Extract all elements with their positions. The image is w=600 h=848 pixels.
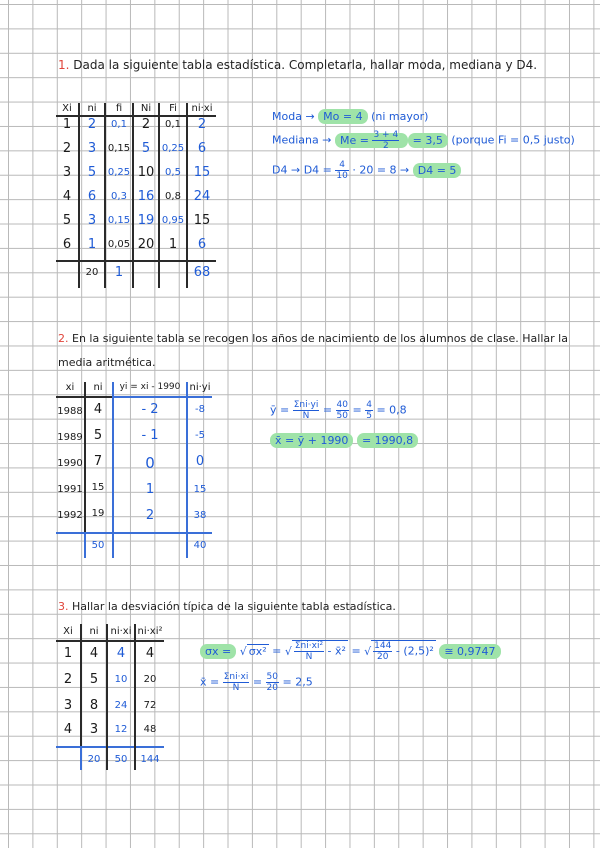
t1-r5-c5: 6 <box>197 237 207 252</box>
xbar-line <box>270 434 418 447</box>
ybar-lhs: ȳ = <box>270 403 290 417</box>
t3-r3-c1: 3 <box>89 722 99 737</box>
problem-1-statement: Dada la siguiente tabla estadística. Completarla, hallar moda, mediana y D4. <box>73 58 538 72</box>
sigma-sqrt-3: √ $\frac{144}{20}$ - (2,5)² <box>364 641 434 662</box>
t2-r0-c1: 4 <box>93 402 103 417</box>
d4-rest: · 20 = 8 → <box>352 163 410 177</box>
moda-note: (ni mayor) <box>371 110 429 123</box>
t1-r1-c0: 2 <box>62 141 72 156</box>
mediana-fraction: $\frac{3 + 4}{2}$ <box>373 130 399 151</box>
t2-r0-c0: 1988 <box>57 406 83 417</box>
ybar-fraction-2: $\frac{40}{50}$ <box>336 400 348 421</box>
t2-header-niyi: ni·yi <box>189 382 211 393</box>
t1-header-nixi: ni·xi <box>191 103 213 114</box>
t1-r3-c0: 4 <box>62 189 72 204</box>
t1-r1-c4: 0,25 <box>161 143 185 154</box>
problem-3-number: 3. <box>58 600 69 613</box>
t1-r2-c2: 0,25 <box>107 167 131 178</box>
t3-r2-c0: 3 <box>63 698 73 713</box>
sigma-result: ≅ 0,9747 <box>439 644 500 659</box>
t1-col-divider <box>104 103 106 288</box>
t1-r2-c1: 5 <box>87 165 97 180</box>
t1-col-divider <box>132 103 134 288</box>
mean-eq: = <box>252 675 263 689</box>
t3-r0-c0: 1 <box>63 646 73 661</box>
t1-r2-c0: 3 <box>62 165 72 180</box>
mediana-label: Mediana → <box>272 133 332 147</box>
mean-fraction: $\frac{\text{Σni·xi}}{N}$ <box>223 672 249 693</box>
t1-r5-c1: 1 <box>87 237 97 252</box>
t2-r3-c1: 15 <box>91 482 105 493</box>
t3-r2-c1: 8 <box>89 698 99 713</box>
ybar-result: = 0,8 <box>376 403 407 417</box>
t2-header-xi: xi <box>65 382 75 393</box>
t1-r3-c4: 0,8 <box>165 191 181 202</box>
t2-r1-c0: 1989 <box>57 432 83 443</box>
t3-total-nixi: 50 <box>114 754 128 765</box>
problem-2-statement-line1: En la siguiente tabla se recogen los años de nacimiento de los alumnos de clase. Hallar la <box>72 332 568 345</box>
t3-col-divider <box>134 624 136 770</box>
t1-r5-c0: 6 <box>62 237 72 252</box>
t2-total-niyi: 40 <box>193 540 207 551</box>
t1-col-divider <box>186 103 188 288</box>
t1-r4-c5: 15 <box>193 213 211 228</box>
problem-1-number: 1. <box>58 58 70 72</box>
t1-r0-c4: 0,1 <box>165 119 181 130</box>
t3-header-rule <box>56 640 164 642</box>
t1-r4-c2: 0,15 <box>107 215 131 226</box>
t1-r3-c2: 0,3 <box>111 191 127 202</box>
t2-header-rule-blue <box>114 396 212 398</box>
t3-r0-c3: 4 <box>145 646 155 661</box>
t3-col-divider <box>80 746 82 770</box>
t1-r5-c4: 1 <box>168 237 178 252</box>
problem-2-heading <box>58 332 568 345</box>
t3-totals-rule <box>56 746 164 748</box>
mediana-result: = 3,5 <box>408 133 448 148</box>
sigma-eq: = <box>272 644 282 658</box>
t2-col-divider <box>84 532 86 558</box>
t1-totals-rule <box>56 260 216 262</box>
t2-r4-c2: 2 <box>145 508 155 523</box>
t1-r3-c5: 24 <box>193 189 211 204</box>
t1-col-divider <box>78 103 80 288</box>
t1-header-xi: Xi <box>62 103 72 114</box>
t2-col-divider <box>186 382 188 558</box>
t1-total-fi: 1 <box>114 265 124 280</box>
t1-header-Fi: Fi <box>169 103 177 114</box>
t3-r0-c1: 4 <box>89 646 99 661</box>
t2-col-divider <box>112 382 114 558</box>
t3-r1-c1: 5 <box>89 672 99 687</box>
t2-r3-c3: 15 <box>193 484 207 495</box>
mediana-lhs: Me = <box>339 133 369 147</box>
t3-r1-c2: 10 <box>114 674 128 685</box>
t1-r0-c2: 0,1 <box>111 119 127 130</box>
t3-header-ni: ni <box>89 626 99 637</box>
ybar-line <box>270 400 407 421</box>
t3-header-xi: Xi <box>63 626 73 637</box>
t2-r3-c0: 1991 <box>57 484 83 495</box>
t3-r3-c3: 48 <box>143 724 157 735</box>
t1-r2-c4: 0,5 <box>165 167 181 178</box>
t2-totals-rule <box>56 532 212 534</box>
sigma-sqrt: √ σx² <box>239 644 267 658</box>
problem-2-statement-line2: media aritmética. <box>58 356 156 369</box>
t2-header-ni: ni <box>93 382 103 393</box>
t1-r1-c3: 5 <box>141 141 151 156</box>
sigma-sqrt-2: √ $\frac{\text{Σni·xi²}}{N}$ - x̄² <box>284 641 346 662</box>
t2-r1-c3: -5 <box>195 430 205 441</box>
d4-fraction: $\frac{4}{10}$ <box>336 160 348 181</box>
problem-3-statement: Hallar la desviación típica de la siguiente tabla estadística. <box>72 600 396 613</box>
t2-r4-c1: 19 <box>91 508 105 519</box>
t3-r2-c3: 72 <box>143 700 157 711</box>
t1-r0-c5: 2 <box>197 117 207 132</box>
t1-r0-c1: 2 <box>87 117 97 132</box>
t2-total-ni: 50 <box>91 540 105 551</box>
t2-col-divider <box>84 382 86 532</box>
t1-col-divider <box>158 103 160 288</box>
t3-col-divider <box>80 624 82 746</box>
xbar-expr: x̄ = ȳ + 1990 <box>270 433 353 448</box>
t1-header-Ni: Ni <box>140 103 152 114</box>
mean-fraction-2: $\frac{50}{20}$ <box>266 672 278 693</box>
t3-r3-c2: 12 <box>114 724 128 735</box>
t1-r3-c3: 16 <box>137 189 155 204</box>
t3-col-divider <box>106 624 108 770</box>
t3-header-nixi2: ni·xi² <box>137 626 163 637</box>
t1-r4-c0: 5 <box>62 213 72 228</box>
t2-r3-c2: 1 <box>145 482 155 497</box>
d4-lhs: D4 = <box>303 163 332 177</box>
t2-r0-c2: - 2 <box>141 402 159 417</box>
t1-r0-c3: 2 <box>141 117 151 132</box>
problem-3-heading <box>58 600 396 613</box>
frequency-table-3 <box>56 624 164 770</box>
sigma-eq-2: = <box>351 644 361 658</box>
t2-r4-c0: 1992 <box>57 510 83 521</box>
t1-total-nixi: 68 <box>193 265 211 280</box>
t3-r3-c0: 4 <box>63 722 73 737</box>
t1-r3-c1: 6 <box>87 189 97 204</box>
problem-1-heading <box>58 58 537 72</box>
t2-r2-c0: 1990 <box>57 458 83 469</box>
d4-label: D4 → <box>272 163 301 177</box>
t2-r2-c2: 0 <box>145 454 155 472</box>
frequency-table-2 <box>56 382 212 558</box>
t1-r0-c0: 1 <box>62 117 72 132</box>
t2-r2-c3: 0 <box>195 454 205 469</box>
t3-header-nixi: ni·xi <box>110 626 132 637</box>
t2-header-yi: yi = xi - 1990 <box>119 382 181 392</box>
t3-total-nixi2: 144 <box>140 754 160 765</box>
sigma-line <box>200 640 501 662</box>
moda-line <box>272 110 428 123</box>
mean-result: = 2,5 <box>282 675 313 689</box>
moda-label: Moda → <box>272 110 315 123</box>
ybar-eq: = <box>322 403 333 417</box>
ybar-fraction: $\frac{\text{Σni·yi}}{N}$ <box>293 400 319 421</box>
t1-r5-c3: 20 <box>137 237 155 252</box>
problem-2-number: 2. <box>58 332 69 345</box>
t1-r5-c2: 0,05 <box>107 239 131 250</box>
t3-r1-c0: 2 <box>63 672 73 687</box>
mediana-note: (porque Fi = 0,5 justo) <box>451 133 575 147</box>
t1-header-rule <box>56 115 216 117</box>
xbar-result: = 1990,8 <box>357 433 418 448</box>
t2-r0-c3: -8 <box>195 404 205 415</box>
moda-result: Mo = 4 <box>318 109 367 124</box>
mean-line <box>200 672 313 693</box>
d4-line <box>272 160 461 181</box>
t1-r2-c3: 10 <box>137 165 155 180</box>
t2-r1-c1: 5 <box>93 428 103 443</box>
t1-header-ni: ni <box>87 103 97 114</box>
t3-r2-c2: 24 <box>114 700 128 711</box>
sigma-lhs: σx = <box>200 644 236 659</box>
t1-r1-c5: 6 <box>197 141 207 156</box>
mean-lhs: x̄ = <box>200 675 220 689</box>
t1-r4-c3: 19 <box>137 213 155 228</box>
t3-total-ni: 20 <box>87 754 101 765</box>
t1-header-fi: fi <box>115 103 123 114</box>
t1-total-ni: 20 <box>85 267 99 278</box>
t2-r4-c3: 38 <box>193 510 207 521</box>
ybar-fraction-3: $\frac{4}{5}$ <box>366 400 372 421</box>
t1-r2-c5: 15 <box>193 165 211 180</box>
t3-r0-c2: 4 <box>116 646 126 661</box>
t1-r1-c2: 0,15 <box>107 143 131 154</box>
t1-r4-c4: 0,95 <box>161 215 185 226</box>
ybar-eq-2: = <box>352 403 362 417</box>
d4-result: D4 = 5 <box>413 163 462 178</box>
t2-r1-c2: - 1 <box>141 428 159 443</box>
t1-r1-c1: 3 <box>87 141 97 156</box>
t1-r4-c1: 3 <box>87 213 97 228</box>
t3-r1-c3: 20 <box>143 674 157 685</box>
t2-r2-c1: 7 <box>93 454 103 469</box>
mediana-line <box>272 130 575 151</box>
frequency-table-1 <box>56 103 216 293</box>
